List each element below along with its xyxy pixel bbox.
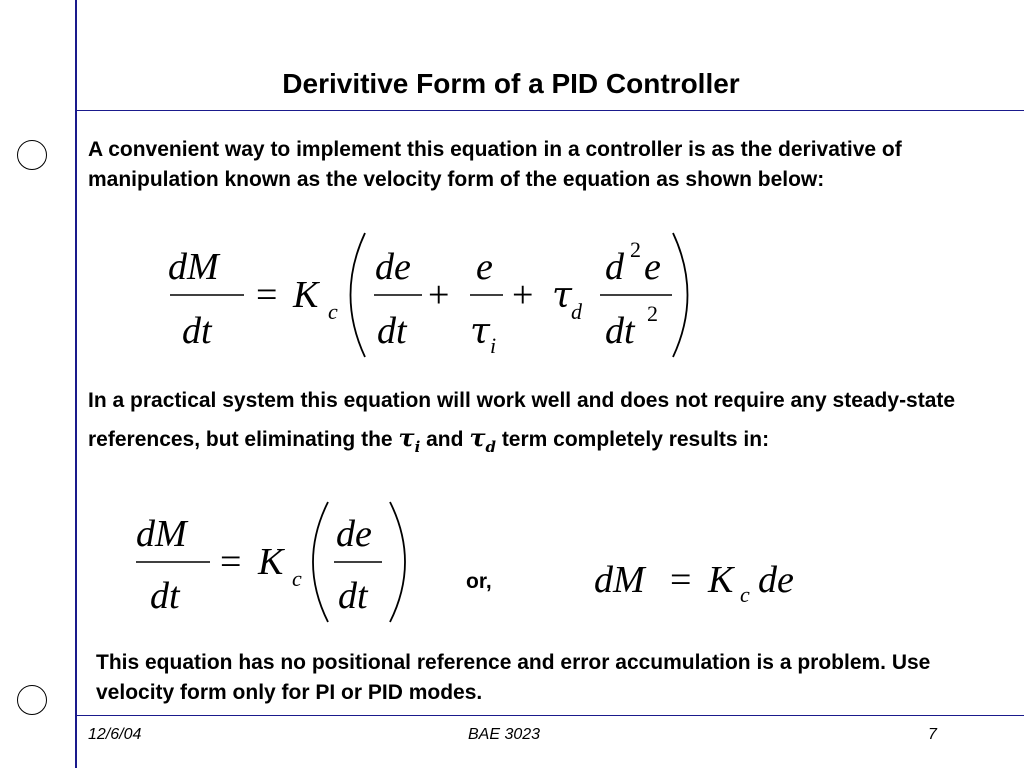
svg-text:e: e bbox=[476, 246, 493, 288]
title-divider bbox=[76, 110, 1024, 111]
or-label: or, bbox=[466, 570, 492, 593]
tau-d-symbol: $\tau_d$ bbox=[469, 423, 496, 456]
svg-text:dt: dt bbox=[150, 575, 180, 617]
svg-text:d: d bbox=[571, 299, 582, 324]
svg-text:de: de bbox=[375, 246, 411, 288]
bullet-circle-icon bbox=[17, 685, 47, 715]
footer-date: 12/6/04 bbox=[88, 726, 142, 743]
svg-text:K: K bbox=[258, 541, 284, 583]
svg-text:c: c bbox=[740, 582, 750, 607]
svg-text:dM: dM bbox=[136, 513, 187, 555]
svg-text:2: 2 bbox=[647, 301, 658, 326]
bullet-circle-icon bbox=[17, 140, 47, 170]
svg-text:c: c bbox=[328, 299, 338, 324]
svg-text:dM: dM bbox=[594, 559, 645, 601]
svg-text:de: de bbox=[336, 513, 372, 555]
svg-text:dt: dt bbox=[338, 575, 368, 617]
footer-page-number: 7 bbox=[928, 726, 937, 743]
svg-text:2: 2 bbox=[630, 237, 641, 262]
svg-text:K: K bbox=[708, 559, 734, 601]
svg-text:τ: τ bbox=[470, 311, 490, 352]
warning-paragraph: This equation has no positional reference and error accumulation is a problem. Use velocity form only for PI or PID modes. bbox=[96, 651, 931, 704]
svg-text:=: = bbox=[256, 274, 278, 316]
svg-text:e: e bbox=[644, 246, 661, 288]
svg-text:i: i bbox=[490, 333, 497, 358]
practical-paragraph: In a practical system this equation will work well and does not require any steady-state references, but eliminating the $\tau_i$ and $\tau_d$ term completely results in: bbox=[88, 389, 956, 456]
svg-text:K: K bbox=[293, 274, 319, 316]
left-border-line bbox=[75, 0, 77, 768]
svg-text:+: + bbox=[512, 274, 534, 316]
svg-text:dt: dt bbox=[605, 310, 635, 352]
footer-divider bbox=[76, 715, 1024, 716]
svg-text:d: d bbox=[605, 246, 624, 288]
svg-text:=: = bbox=[220, 541, 242, 583]
simplified-equation bbox=[128, 498, 418, 628]
svg-text:dt: dt bbox=[377, 310, 407, 352]
svg-text:dM: dM bbox=[168, 246, 219, 288]
svg-text:de: de bbox=[758, 559, 794, 601]
svg-text:+: + bbox=[428, 274, 450, 316]
differential-equation bbox=[590, 550, 830, 610]
footer-course: BAE 3023 bbox=[468, 726, 541, 743]
slide-title: Derivitive Form of a PID Controller bbox=[282, 68, 740, 99]
intro-paragraph: A convenient way to implement this equation in a controller is as the derivative of manipulation known as the velocity form of the equation as shown below: bbox=[88, 138, 902, 191]
svg-text:c: c bbox=[292, 566, 302, 591]
svg-text:=: = bbox=[670, 559, 692, 601]
svg-text:τ: τ bbox=[552, 275, 572, 316]
velocity-form-equation bbox=[160, 225, 720, 365]
svg-text:dt: dt bbox=[182, 310, 212, 352]
tau-i-symbol: $\tau_i$ bbox=[398, 423, 421, 456]
